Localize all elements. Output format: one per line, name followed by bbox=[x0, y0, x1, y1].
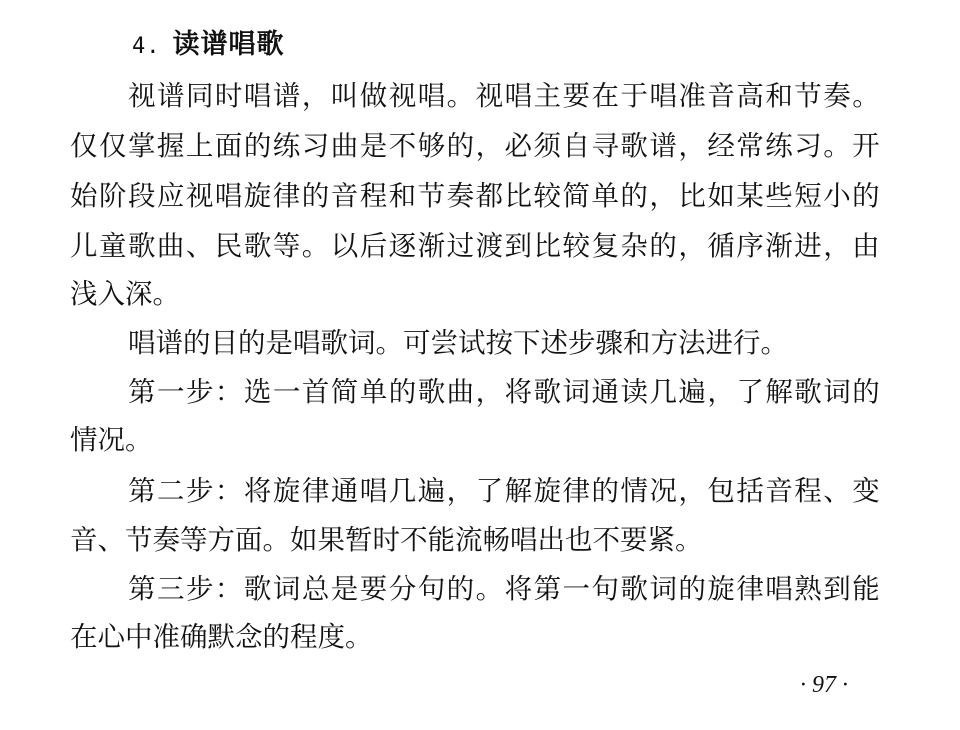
text-line: 儿 童 歌 曲 、 民 歌 等 。 以 后 逐 渐 过 渡 到 比 较 复 杂 的 ， 循 序 渐 进 ， 由 bbox=[70, 230, 880, 262]
text-line: 音、节奏等方面。如果暂时不能流畅唱出也不要紧。 bbox=[70, 524, 703, 556]
text-line: 仅 仅 掌 握 上 面 的 练 习 曲 是 不 够 的 ， 必 须 自 寻 歌 谱 ， 经 常 练 习 。 开 bbox=[70, 130, 880, 162]
section-heading bbox=[132, 22, 285, 61]
text-line: 第 三 步 ： 歌 词 总 是 要 分 句 的 。 将 第 一 句 歌 词 的 旋 律 唱 熟 到 能 bbox=[128, 573, 880, 605]
text-line: 视 谱 同 时 唱 谱 ， 叫 做 视 唱 。 视 唱 主 要 在 于 唱 准 音 高 和 节 奏 。 bbox=[128, 80, 880, 112]
text-line: 浅入深。 bbox=[70, 278, 180, 310]
page-number: · 97 · bbox=[800, 672, 848, 698]
text-line: 第 一 步 ： 选 一 首 简 单 的 歌 曲 ， 将 歌 词 通 读 几 遍 ， 了 解 歌 词 的 bbox=[128, 376, 880, 408]
text-line: 在心中准确默念的程度。 bbox=[70, 621, 373, 653]
text-line: 情况。 bbox=[70, 424, 153, 456]
section-number: 4. bbox=[132, 34, 161, 59]
text-line: 始 阶 段 应 视 唱 旋 律 的 音 程 和 节 奏 都 比 较 简 单 的 ， 比 如 某 些 短 小 的 bbox=[70, 180, 880, 212]
text-line: 第 二 步 ： 将 旋 律 通 唱 几 遍 ， 了 解 旋 律 的 情 况 ， 包 括 音 程 、 变 bbox=[128, 475, 880, 507]
text-line: 唱谱的目的是唱歌词。可尝试按下述步骤和方法进行。 bbox=[128, 327, 788, 359]
section-title: 读谱唱歌 bbox=[172, 29, 285, 60]
